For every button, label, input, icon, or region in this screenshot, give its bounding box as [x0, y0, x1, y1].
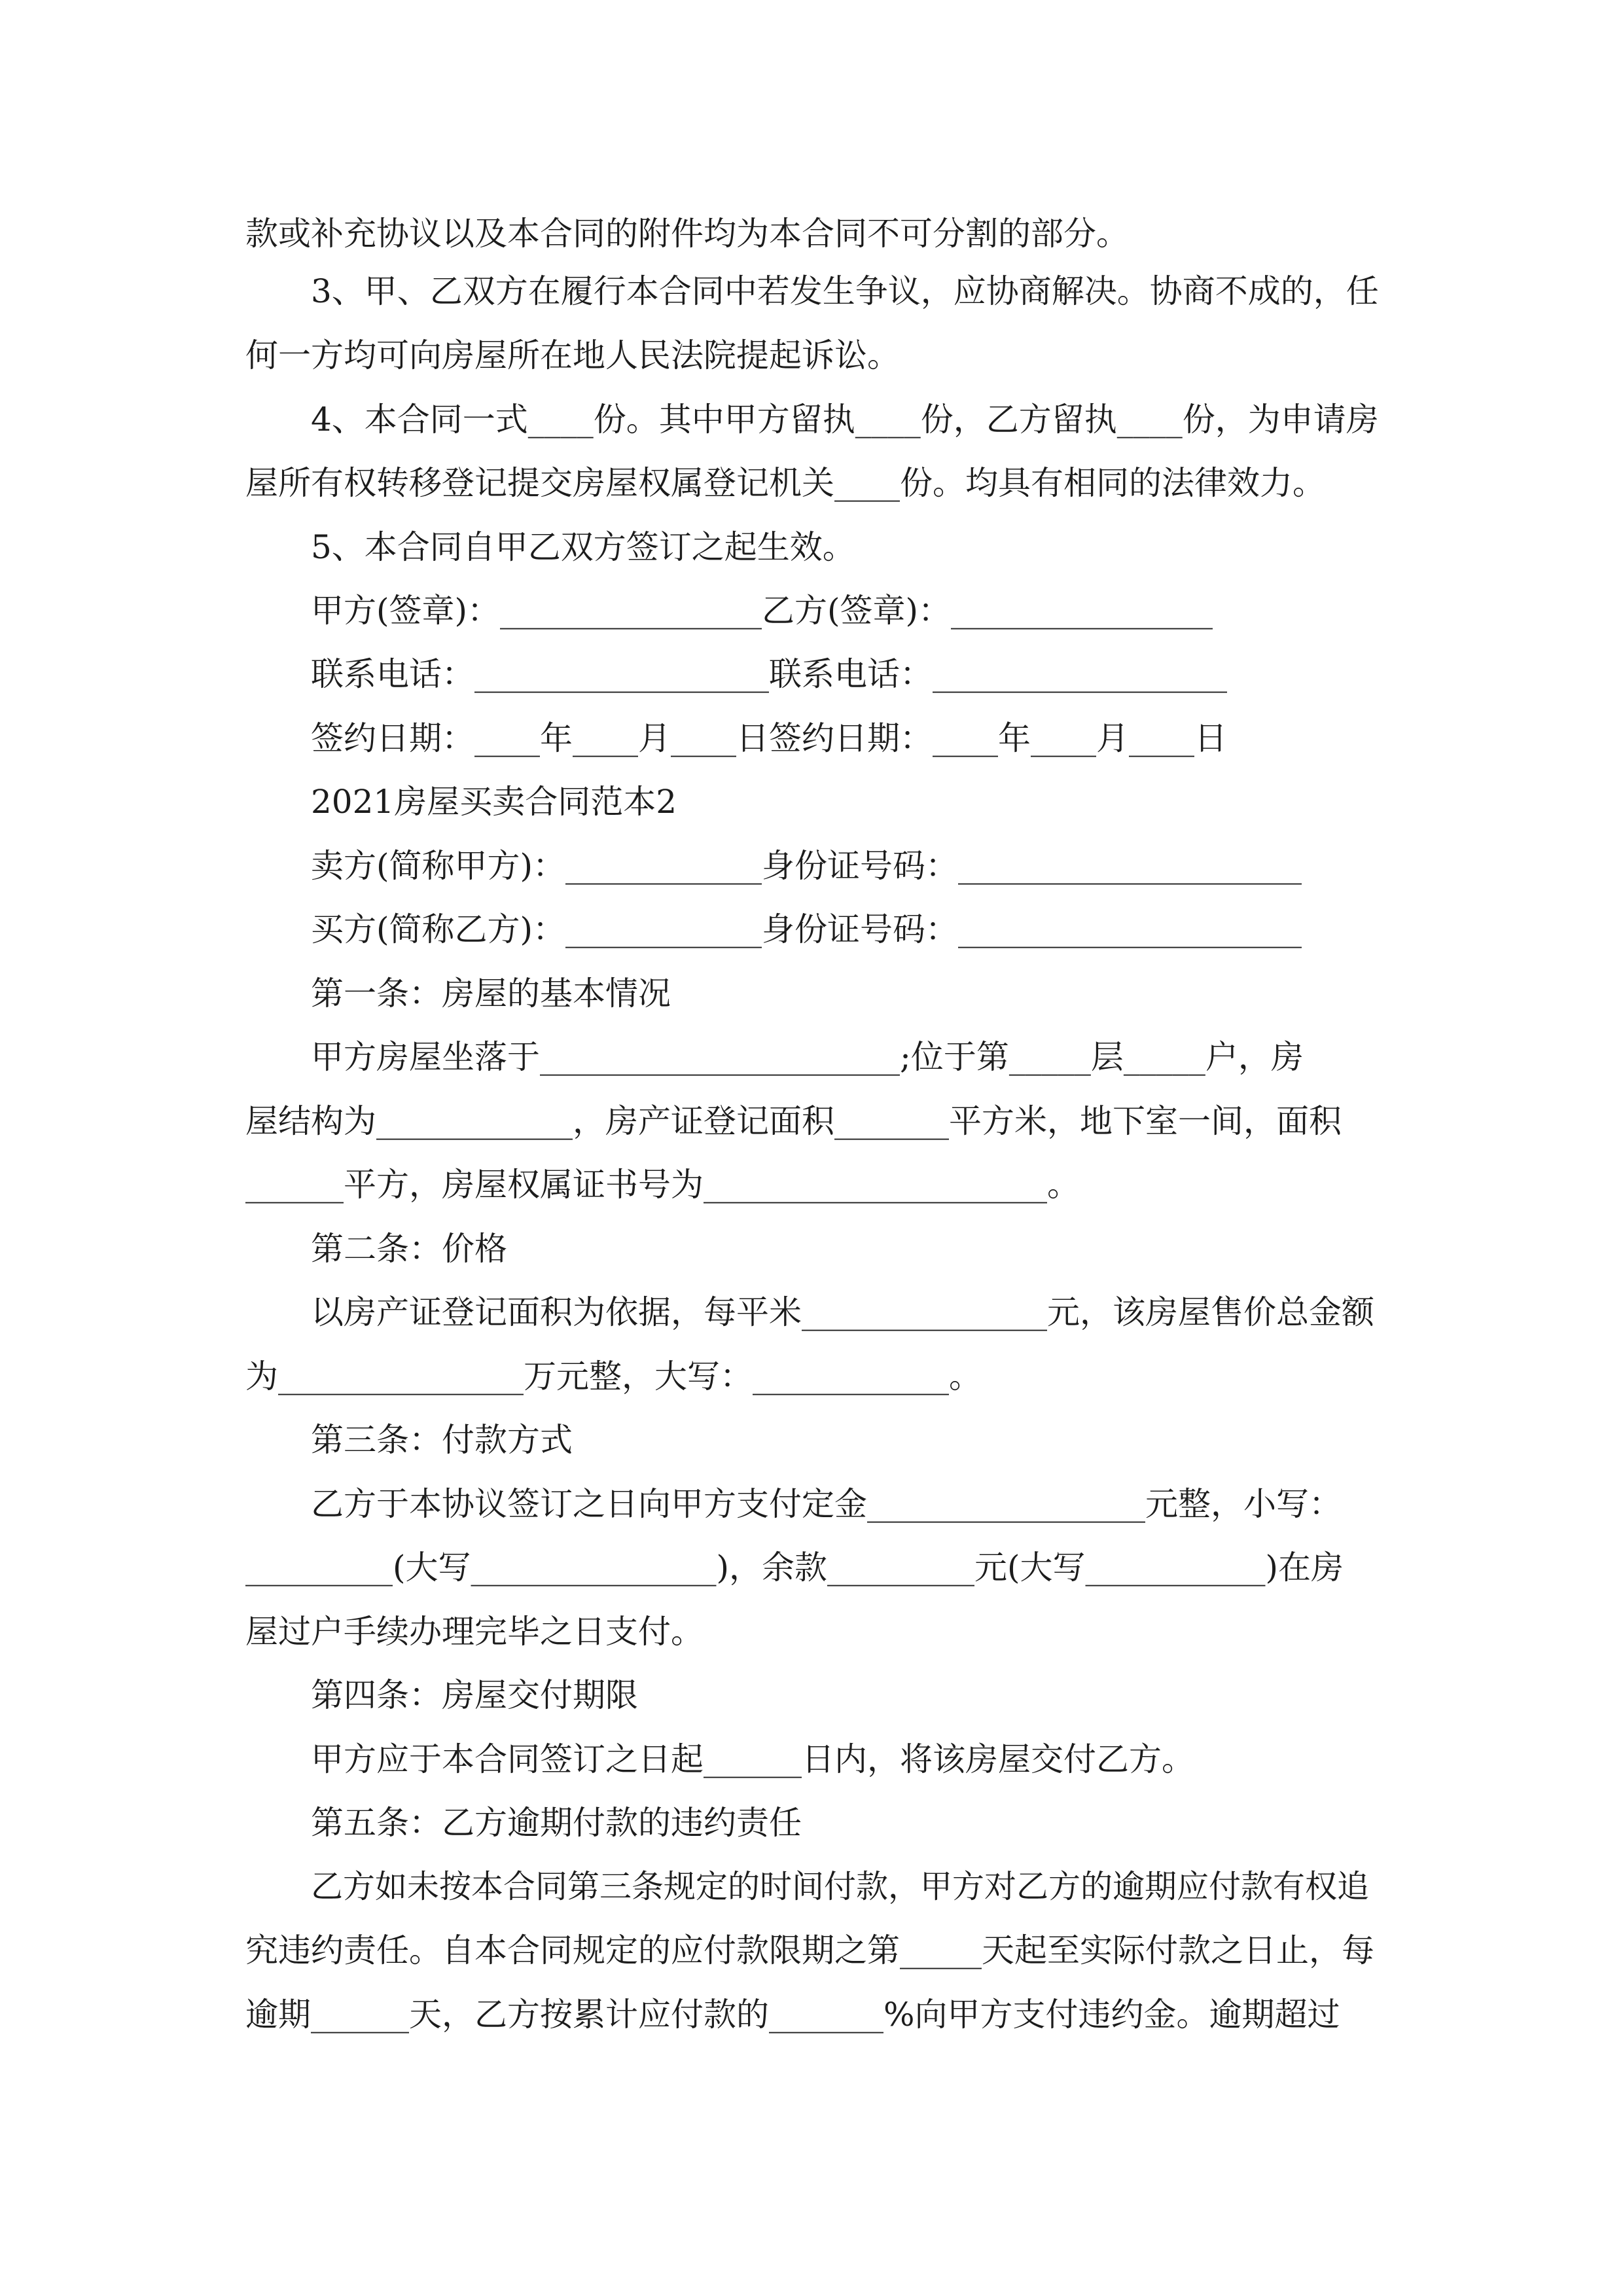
article-1-line-3: ______平方，房屋权属证书号为_____________________。 — [245, 1166, 1080, 1204]
article-2-heading: 第二条：价格 — [311, 1230, 507, 1268]
article-5-line-3: 逾期______天，乙方按累计应付款的_______%向甲方支付违约金。逾期超过 — [245, 1996, 1340, 2034]
article-1-heading: 第一条：房屋的基本情况 — [311, 975, 671, 1013]
article-3-heading: 第三条：付款方式 — [311, 1421, 573, 1459]
article-1-line-2: 屋结构为____________，房产证登记面积_______平方米，地下室一间，面积 — [245, 1102, 1342, 1140]
article-3-line-1: 乙方于本协议签订之日向甲方支付定金_________________元整，小写： — [311, 1485, 1342, 1523]
clause-4-line-2: 屋所有权转移登记提交房屋权属登记机关____份。均具有相同的法律效力。 — [245, 464, 1325, 502]
article-4-heading: 第四条：房屋交付期限 — [311, 1676, 638, 1714]
article-3-line-2: _________(大写_______________)，余款_________元(大写___________)在房 — [245, 1549, 1344, 1587]
article-5-line-2: 究违约责任。自本合同规定的应付款限期之第_____天起至实际付款之日止，每 — [245, 1931, 1374, 1969]
article-2-line-1: 以房产证登记面积为依据，每平米_______________元，该房屋售价总金额 — [311, 1293, 1374, 1331]
clause-5: 5、本合同自甲乙双方签订之起生效。 — [311, 528, 855, 566]
article-1-line-1: 甲方房屋坐落于______________________;位于第_____层_____户，房 — [311, 1038, 1304, 1076]
sign-date-line: 签约日期：____年____月____日签约日期：____年____月____日 — [311, 719, 1227, 757]
article-5-line-1: 乙方如未按本合同第三条规定的时间付款，甲方对乙方的逾期应付款有权追 — [311, 1868, 1370, 1905]
article-5-heading: 第五条：乙方逾期付款的违约责任 — [311, 1804, 802, 1842]
phone-line: 联系电话：__________________联系电话：__________________ — [311, 655, 1227, 693]
section-title: 2021房屋买卖合同范本2 — [311, 783, 677, 821]
signature-line: 甲方(签章)：________________乙方(签章)：________________ — [311, 592, 1213, 630]
seller-line: 卖方(简称甲方)：____________身份证号码：_____________________ — [311, 847, 1302, 885]
clause-2-continuation: 款或补充协议以及本合同的附件均为本合同不可分割的部分。 — [245, 215, 1129, 253]
article-3-line-3: 屋过户手续办理完毕之日支付。 — [245, 1613, 704, 1651]
clause-4-line-1: 4、本合同一式____份。其中甲方留执____份，乙方留执____份，为申请房 — [311, 401, 1379, 439]
buyer-line: 买方(简称乙方)：____________身份证号码：_____________________ — [311, 910, 1302, 948]
clause-3-line-1: 3、甲、乙双方在履行本合同中若发生争议，应协商解决。协商不成的，任 — [311, 272, 1379, 310]
clause-3-line-2: 何一方均可向房屋所在地人民法院提起诉讼。 — [245, 336, 900, 374]
article-2-line-2: 为_______________万元整，大写：____________。 — [245, 1357, 982, 1395]
article-4-line-1: 甲方应于本合同签订之日起______日内，将该房屋交付乙方。 — [311, 1740, 1194, 1778]
